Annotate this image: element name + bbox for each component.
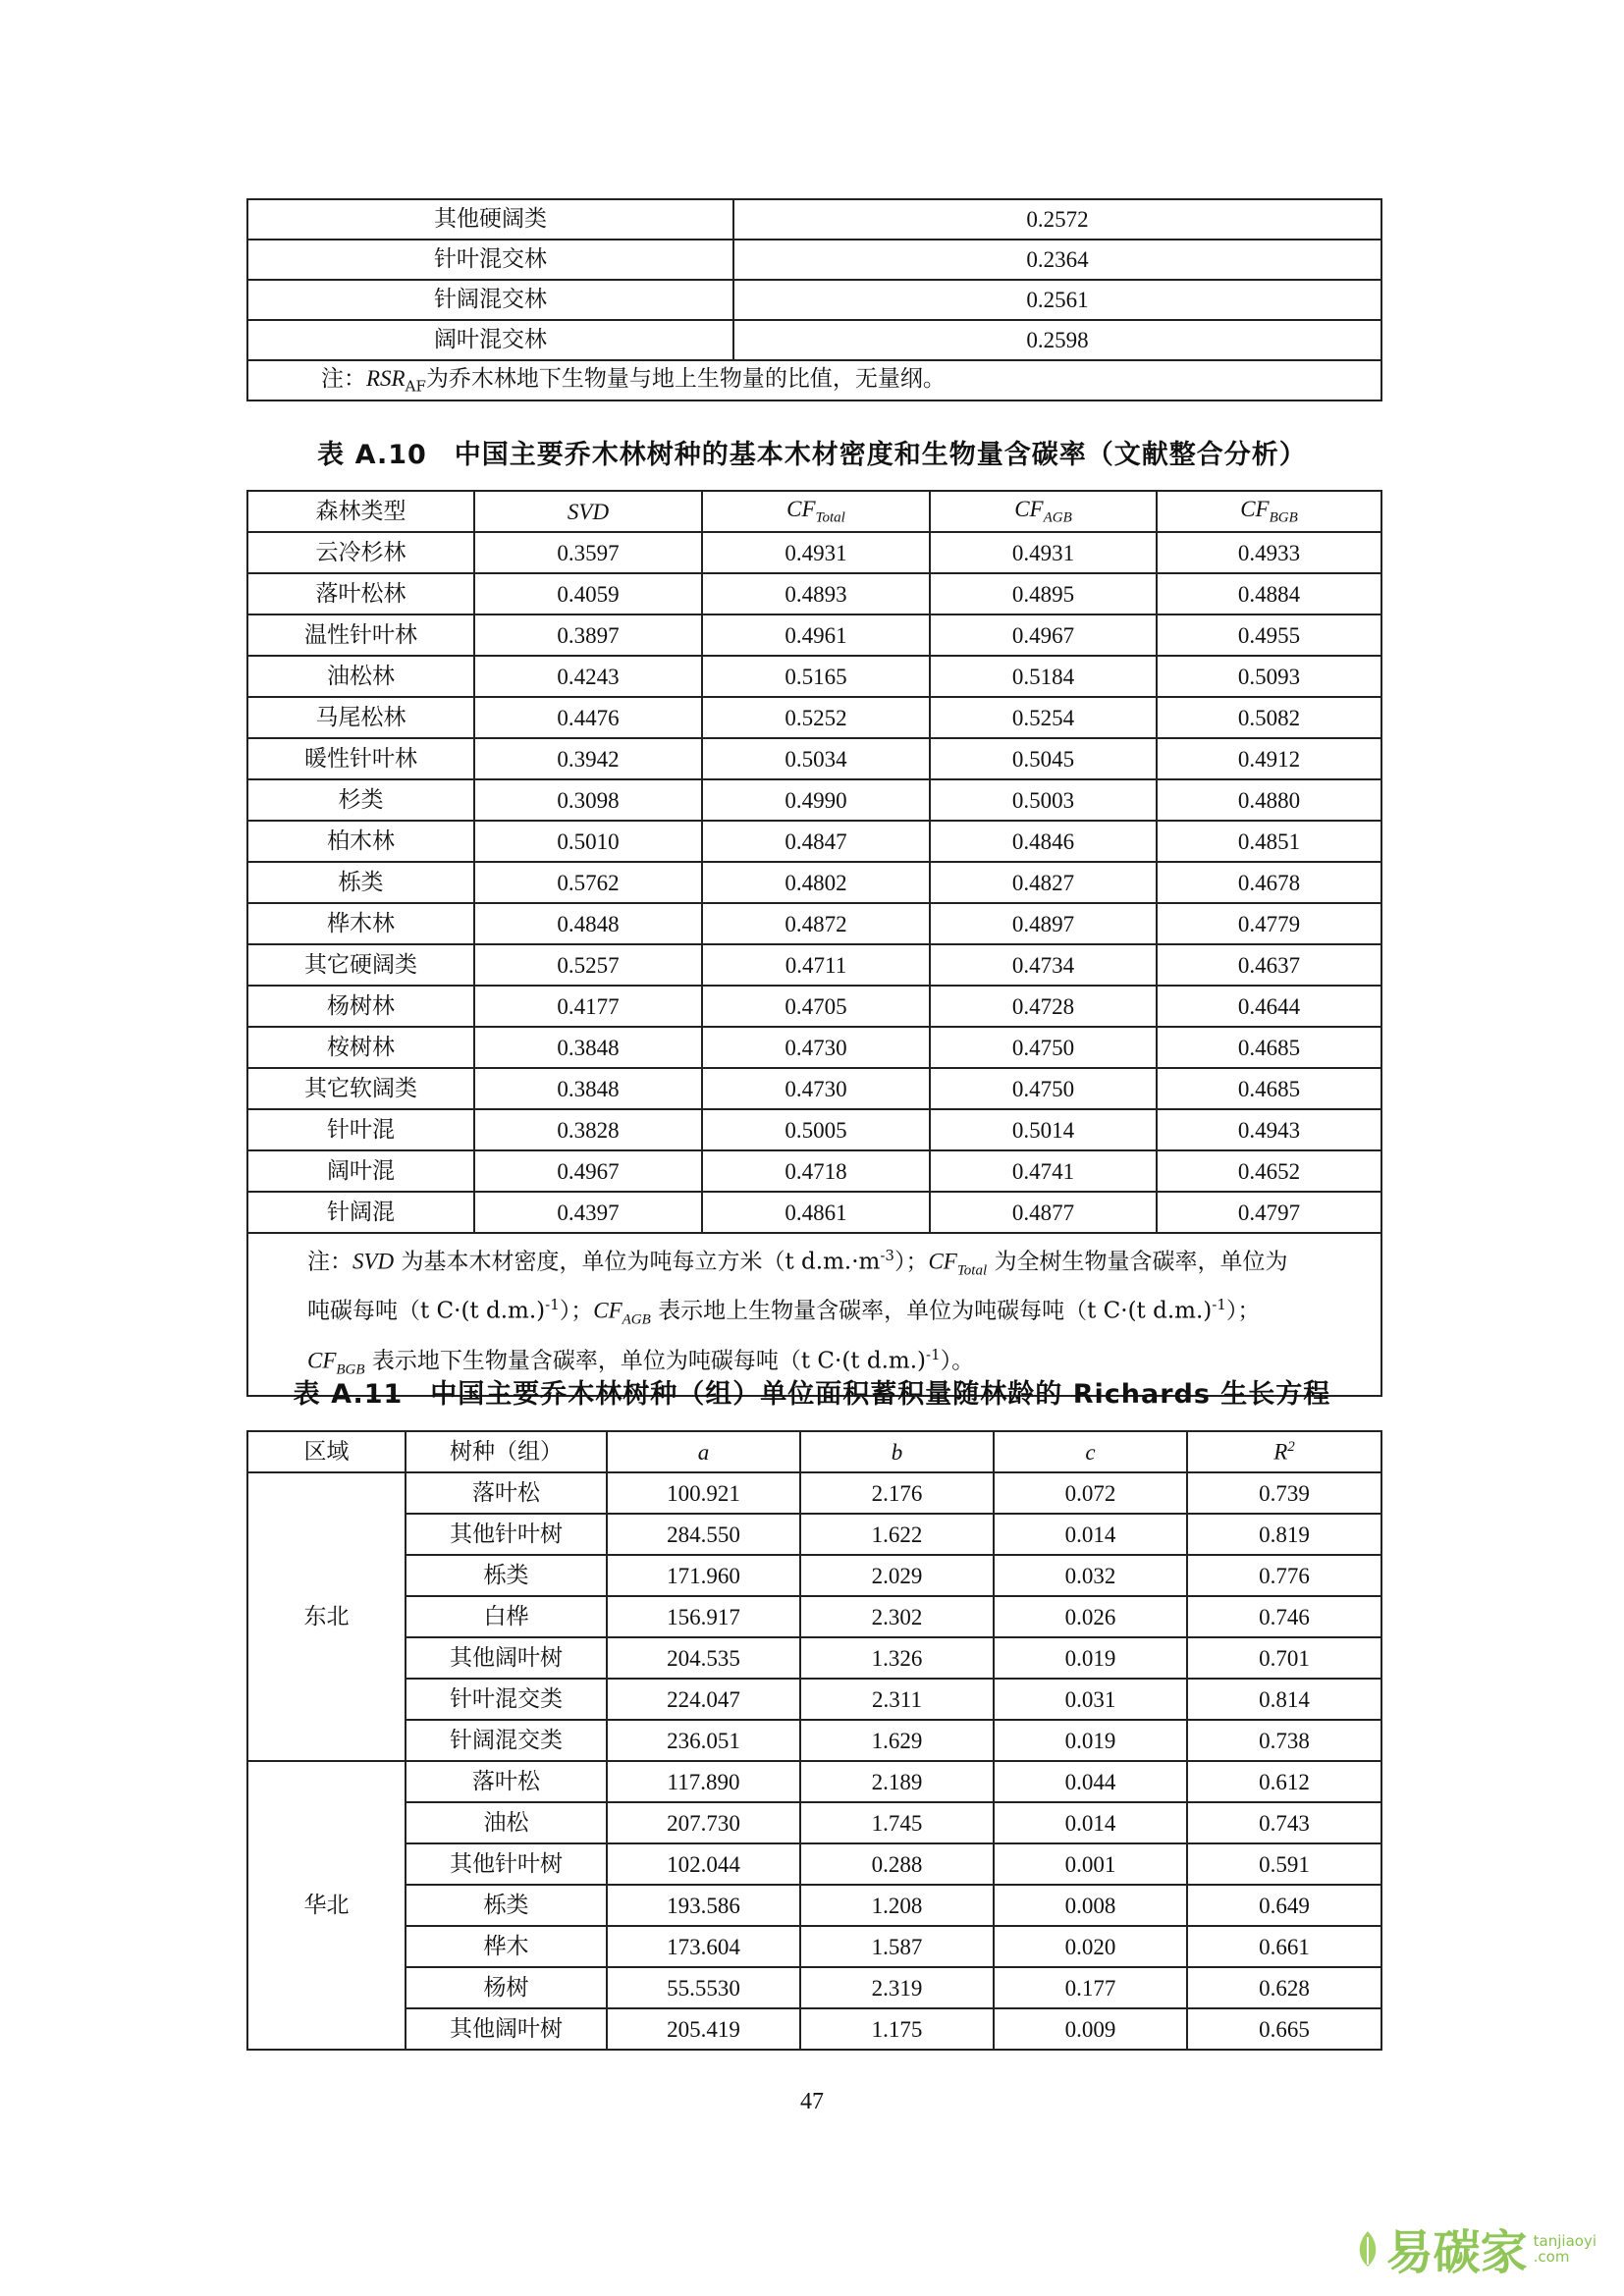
forest-type-cell: 马尾松林 — [247, 697, 474, 738]
table-a11-header-row — [247, 1431, 1381, 1472]
page-number: 47 — [800, 2089, 824, 2114]
table-row — [247, 821, 1381, 862]
leaf-icon — [1355, 2229, 1380, 2269]
c-cell: 0.009 — [994, 2008, 1187, 2050]
svd-cell: 0.3942 — [474, 738, 702, 779]
b-cell: 2.029 — [800, 1555, 994, 1596]
cf-agb-cell: 0.4750 — [930, 1027, 1157, 1068]
r2-cell: 0.819 — [1187, 1514, 1381, 1555]
note-text: 为乔木林地下生物量与地上生物量的比值，无量纲。 — [425, 365, 946, 392]
cf-total-cell: 0.4861 — [702, 1192, 930, 1233]
svd-cell: 0.4177 — [474, 986, 702, 1027]
cf-bgb-cell: 0.4880 — [1157, 779, 1381, 821]
forest-type-cell: 杉类 — [247, 779, 474, 821]
svd-cell: 0.5010 — [474, 821, 702, 862]
table-row — [247, 199, 1381, 240]
a-cell: 204.535 — [607, 1637, 800, 1679]
b-cell: 1.587 — [800, 1926, 994, 1967]
svd-cell: 0.3897 — [474, 614, 702, 656]
cf-bgb-cell: 0.4678 — [1157, 862, 1381, 903]
species-cell: 桦木 — [406, 1926, 607, 1967]
col-header-r2: $R^2$ — [1187, 1431, 1381, 1472]
col-header-cf-bgb: $CF_{BGB}$ — [1157, 491, 1381, 532]
forest-type-cell: 针阔混交林 — [247, 280, 733, 320]
b-cell: 1.208 — [800, 1885, 994, 1926]
cf-bgb-cell: 0.4851 — [1157, 821, 1381, 862]
r2-cell: 0.649 — [1187, 1885, 1381, 1926]
c-cell: 0.019 — [994, 1720, 1187, 1761]
c-cell: 0.001 — [994, 1843, 1187, 1885]
col-header-svd: SVD — [474, 491, 702, 532]
a-cell: 193.586 — [607, 1885, 800, 1926]
species-cell: 落叶松 — [406, 1761, 607, 1802]
col-header-b: b — [800, 1431, 994, 1472]
table-a10 — [246, 490, 1382, 1397]
cf-total-cell: 0.4931 — [702, 532, 930, 573]
svd-cell: 0.3848 — [474, 1068, 702, 1109]
r2-cell: 0.591 — [1187, 1843, 1381, 1885]
cf-total-cell: 0.4961 — [702, 614, 930, 656]
table-row — [247, 738, 1381, 779]
forest-type-cell: 杨树林 — [247, 986, 474, 1027]
note-prefix: 注： — [321, 365, 366, 392]
forest-type-cell: 云冷杉林 — [247, 532, 474, 573]
b-cell: 1.175 — [800, 2008, 994, 2050]
cf-agb-cell: 0.5003 — [930, 779, 1157, 821]
r2-cell: 0.743 — [1187, 1802, 1381, 1843]
table-row — [247, 614, 1381, 656]
col-header-a: a — [607, 1431, 800, 1472]
rsr-value-cell: 0.2572 — [733, 199, 1381, 240]
region-cell: 东北 — [247, 1472, 406, 1761]
svd-cell: 0.4967 — [474, 1150, 702, 1192]
cf-bgb-cell: 0.5093 — [1157, 656, 1381, 697]
c-cell: 0.014 — [994, 1802, 1187, 1843]
a-cell: 236.051 — [607, 1720, 800, 1761]
cf-total-cell: 0.4847 — [702, 821, 930, 862]
species-cell: 针叶混交类 — [406, 1679, 607, 1720]
table-row — [247, 1679, 1381, 1720]
c-cell: 0.019 — [994, 1637, 1187, 1679]
cf-agb-cell: 0.4967 — [930, 614, 1157, 656]
b-cell: 1.629 — [800, 1720, 994, 1761]
table-row — [247, 903, 1381, 944]
cf-total-cell: 0.4730 — [702, 1068, 930, 1109]
region-cell: 华北 — [247, 1761, 406, 2050]
svd-cell: 0.4243 — [474, 656, 702, 697]
table-a11-caption: 表 A.11 中国主要乔木林树种（组）单位面积蓄积量随林龄的 Richards 生长方程 — [293, 1379, 1331, 1410]
cf-total-cell: 0.4872 — [702, 903, 930, 944]
table-row — [247, 1967, 1381, 2008]
a-cell: 171.960 — [607, 1555, 800, 1596]
svd-cell: 0.3597 — [474, 532, 702, 573]
table-row — [247, 2008, 1381, 2050]
forest-type-cell: 温性针叶林 — [247, 614, 474, 656]
table-row — [247, 697, 1381, 738]
forest-type-cell: 油松林 — [247, 656, 474, 697]
c-cell: 0.177 — [994, 1967, 1187, 2008]
table-row — [247, 1926, 1381, 1967]
svd-cell: 0.4476 — [474, 697, 702, 738]
table-row — [247, 986, 1381, 1027]
forest-type-cell: 针阔混 — [247, 1192, 474, 1233]
watermark-logo — [1355, 2215, 1597, 2282]
cf-bgb-cell: 0.4685 — [1157, 1068, 1381, 1109]
forest-type-cell: 栎类 — [247, 862, 474, 903]
table-row — [247, 1596, 1381, 1637]
svd-cell: 0.5257 — [474, 944, 702, 986]
r2-cell: 0.612 — [1187, 1761, 1381, 1802]
species-cell: 其他针叶树 — [406, 1514, 607, 1555]
a-cell: 205.419 — [607, 2008, 800, 2050]
table-row — [247, 1885, 1381, 1926]
table-row — [247, 944, 1381, 986]
cf-bgb-cell: 0.4884 — [1157, 573, 1381, 614]
forest-type-cell: 阔叶混 — [247, 1150, 474, 1192]
col-header-c: c — [994, 1431, 1187, 1472]
table-row — [247, 1555, 1381, 1596]
a-cell: 55.5530 — [607, 1967, 800, 2008]
cf-bgb-cell: 0.4955 — [1157, 614, 1381, 656]
b-cell: 2.176 — [800, 1472, 994, 1514]
table-a10-header-row — [247, 491, 1381, 532]
table-row — [247, 1843, 1381, 1885]
svd-cell: 0.3828 — [474, 1109, 702, 1150]
forest-type-cell: 桉树林 — [247, 1027, 474, 1068]
table-row — [247, 1027, 1381, 1068]
cf-bgb-cell: 0.4943 — [1157, 1109, 1381, 1150]
c-cell: 0.044 — [994, 1761, 1187, 1802]
forest-type-cell: 其它软阔类 — [247, 1068, 474, 1109]
table-row — [247, 573, 1381, 614]
table-row — [247, 779, 1381, 821]
cf-total-cell: 0.5165 — [702, 656, 930, 697]
cf-agb-cell: 0.5014 — [930, 1109, 1157, 1150]
table-row — [247, 1192, 1381, 1233]
c-cell: 0.008 — [994, 1885, 1187, 1926]
b-cell: 0.288 — [800, 1843, 994, 1885]
svd-cell: 0.4848 — [474, 903, 702, 944]
cf-agb-cell: 0.5254 — [930, 697, 1157, 738]
cf-total-cell: 0.4730 — [702, 1027, 930, 1068]
cf-agb-cell: 0.4897 — [930, 903, 1157, 944]
svd-cell: 0.5762 — [474, 862, 702, 903]
cf-agb-cell: 0.4728 — [930, 986, 1157, 1027]
c-cell: 0.026 — [994, 1596, 1187, 1637]
table-row — [247, 1109, 1381, 1150]
forest-type-cell: 落叶松林 — [247, 573, 474, 614]
forest-type-cell: 其它硬阔类 — [247, 944, 474, 986]
species-cell: 油松 — [406, 1802, 607, 1843]
r2-cell: 0.776 — [1187, 1555, 1381, 1596]
cf-bgb-cell: 0.4797 — [1157, 1192, 1381, 1233]
table-row — [247, 1720, 1381, 1761]
forest-type-cell: 暖性针叶林 — [247, 738, 474, 779]
species-cell: 白桦 — [406, 1596, 607, 1637]
table-a9-tail — [246, 198, 1382, 401]
c-cell: 0.014 — [994, 1514, 1187, 1555]
c-cell: 0.020 — [994, 1926, 1187, 1967]
species-cell: 其他阔叶树 — [406, 2008, 607, 2050]
cf-total-cell: 0.5034 — [702, 738, 930, 779]
table-row — [247, 1761, 1381, 1802]
rsr-value-cell: 0.2364 — [733, 240, 1381, 280]
c-cell: 0.072 — [994, 1472, 1187, 1514]
species-cell: 杨树 — [406, 1967, 607, 2008]
cf-total-cell: 0.4893 — [702, 573, 930, 614]
species-cell: 针阔混交类 — [406, 1720, 607, 1761]
table-row — [247, 1514, 1381, 1555]
cf-agb-cell: 0.4931 — [930, 532, 1157, 573]
table-a11 — [246, 1430, 1382, 2051]
col-header-cf-agb: $CF_{AGB}$ — [930, 491, 1157, 532]
b-cell: 2.311 — [800, 1679, 994, 1720]
forest-type-cell: 针叶混交林 — [247, 240, 733, 280]
rsr-value-cell: 0.2598 — [733, 320, 1381, 360]
cf-agb-cell: 0.4750 — [930, 1068, 1157, 1109]
table-a10-note: 注：SVD 为基本木材密度，单位为吨每立方米（t $d.m.\cdot m^{-3}$）；$CF_{Total}$ 为全树生物量含碳率，单位为 吨碳每吨（t C·(t d.m.)$^{-1}$）；$CF_{AGB}$ 表示地上生物量含碳率，单位为吨碳每吨（t C·(t d.m.)$^{-1}$）； $CF_{BGB}$ 表示地下生物量含碳率，单位为吨碳每吨（t C·(t d.m.)$^{-1}$）。 — [247, 1233, 1381, 1396]
cf-bgb-cell: 0.4637 — [1157, 944, 1381, 986]
cf-total-cell: 0.5252 — [702, 697, 930, 738]
note-variable-sub: AF — [405, 377, 426, 396]
table-row — [247, 1068, 1381, 1109]
forest-type-cell: 其他硬阔类 — [247, 199, 733, 240]
table-row — [247, 320, 1381, 360]
cf-agb-cell: 0.4846 — [930, 821, 1157, 862]
table-a10-caption: 表 A.10 中国主要乔木林树种的基本木材密度和生物量含碳率（文献整合分析） — [317, 440, 1307, 470]
cf-bgb-cell: 0.4652 — [1157, 1150, 1381, 1192]
cf-total-cell: 0.4718 — [702, 1150, 930, 1192]
table-a9-note-row — [247, 360, 1381, 400]
note-variable: RSR — [366, 365, 406, 391]
cf-agb-cell: 0.4741 — [930, 1150, 1157, 1192]
cf-bgb-cell: 0.4912 — [1157, 738, 1381, 779]
r2-cell: 0.665 — [1187, 2008, 1381, 2050]
watermark-subtext: tanjiaoyi .com — [1533, 2231, 1597, 2266]
svd-cell: 0.4397 — [474, 1192, 702, 1233]
cf-bgb-cell: 0.4933 — [1157, 532, 1381, 573]
r2-cell: 0.661 — [1187, 1926, 1381, 1967]
a-cell: 156.917 — [607, 1596, 800, 1637]
cf-bgb-cell: 0.4644 — [1157, 986, 1381, 1027]
cf-agb-cell: 0.5184 — [930, 656, 1157, 697]
a-cell: 102.044 — [607, 1843, 800, 1885]
species-cell: 其他针叶树 — [406, 1843, 607, 1885]
forest-type-cell: 阔叶混交林 — [247, 320, 733, 360]
table-row — [247, 656, 1381, 697]
forest-type-cell: 桦木林 — [247, 903, 474, 944]
table-a10-note-row — [247, 1233, 1381, 1396]
table-row — [247, 532, 1381, 573]
cf-bgb-cell: 0.4779 — [1157, 903, 1381, 944]
a-cell: 224.047 — [607, 1679, 800, 1720]
a-cell: 117.890 — [607, 1761, 800, 1802]
r2-cell: 0.739 — [1187, 1472, 1381, 1514]
a-cell: 173.604 — [607, 1926, 800, 1967]
table-row — [247, 1150, 1381, 1192]
species-cell: 落叶松 — [406, 1472, 607, 1514]
c-cell: 0.031 — [994, 1679, 1187, 1720]
cf-total-cell: 0.4990 — [702, 779, 930, 821]
table-row — [247, 240, 1381, 280]
cf-total-cell: 0.4705 — [702, 986, 930, 1027]
b-cell: 1.326 — [800, 1637, 994, 1679]
cf-total-cell: 0.4802 — [702, 862, 930, 903]
cf-bgb-cell: 0.4685 — [1157, 1027, 1381, 1068]
cf-agb-cell: 0.4877 — [930, 1192, 1157, 1233]
cf-agb-cell: 0.5045 — [930, 738, 1157, 779]
a-cell: 207.730 — [607, 1802, 800, 1843]
svd-cell: 0.4059 — [474, 573, 702, 614]
svd-cell: 0.3848 — [474, 1027, 702, 1068]
cf-total-cell: 0.5005 — [702, 1109, 930, 1150]
rsr-value-cell: 0.2561 — [733, 280, 1381, 320]
col-header-region: 区域 — [247, 1431, 406, 1472]
r2-cell: 0.701 — [1187, 1637, 1381, 1679]
cf-agb-cell: 0.4895 — [930, 573, 1157, 614]
cf-agb-cell: 0.4734 — [930, 944, 1157, 986]
c-cell: 0.032 — [994, 1555, 1187, 1596]
b-cell: 2.319 — [800, 1967, 994, 2008]
table-a9-note — [247, 360, 1381, 400]
table-row — [247, 280, 1381, 320]
forest-type-cell: 柏木林 — [247, 821, 474, 862]
table-row — [247, 862, 1381, 903]
cf-agb-cell: 0.4827 — [930, 862, 1157, 903]
a-cell: 284.550 — [607, 1514, 800, 1555]
cf-bgb-cell: 0.5082 — [1157, 697, 1381, 738]
col-header-species: 树种（组） — [406, 1431, 607, 1472]
table-row — [247, 1802, 1381, 1843]
species-cell: 栎类 — [406, 1555, 607, 1596]
table-row — [247, 1637, 1381, 1679]
species-cell: 其他阔叶树 — [406, 1637, 607, 1679]
b-cell: 1.622 — [800, 1514, 994, 1555]
b-cell: 1.745 — [800, 1802, 994, 1843]
b-cell: 2.189 — [800, 1761, 994, 1802]
b-cell: 2.302 — [800, 1596, 994, 1637]
r2-cell: 0.628 — [1187, 1967, 1381, 2008]
r2-cell: 0.746 — [1187, 1596, 1381, 1637]
species-cell: 栎类 — [406, 1885, 607, 1926]
watermark-text: 易碳家 — [1385, 2225, 1528, 2280]
col-header-forest-type: 森林类型 — [247, 491, 474, 532]
forest-type-cell: 针叶混 — [247, 1109, 474, 1150]
table-row — [247, 1472, 1381, 1514]
col-header-cf-total: $CF_{Total}$ — [702, 491, 930, 532]
cf-total-cell: 0.4711 — [702, 944, 930, 986]
r2-cell: 0.814 — [1187, 1679, 1381, 1720]
r2-cell: 0.738 — [1187, 1720, 1381, 1761]
svd-cell: 0.3098 — [474, 779, 702, 821]
a-cell: 100.921 — [607, 1472, 800, 1514]
